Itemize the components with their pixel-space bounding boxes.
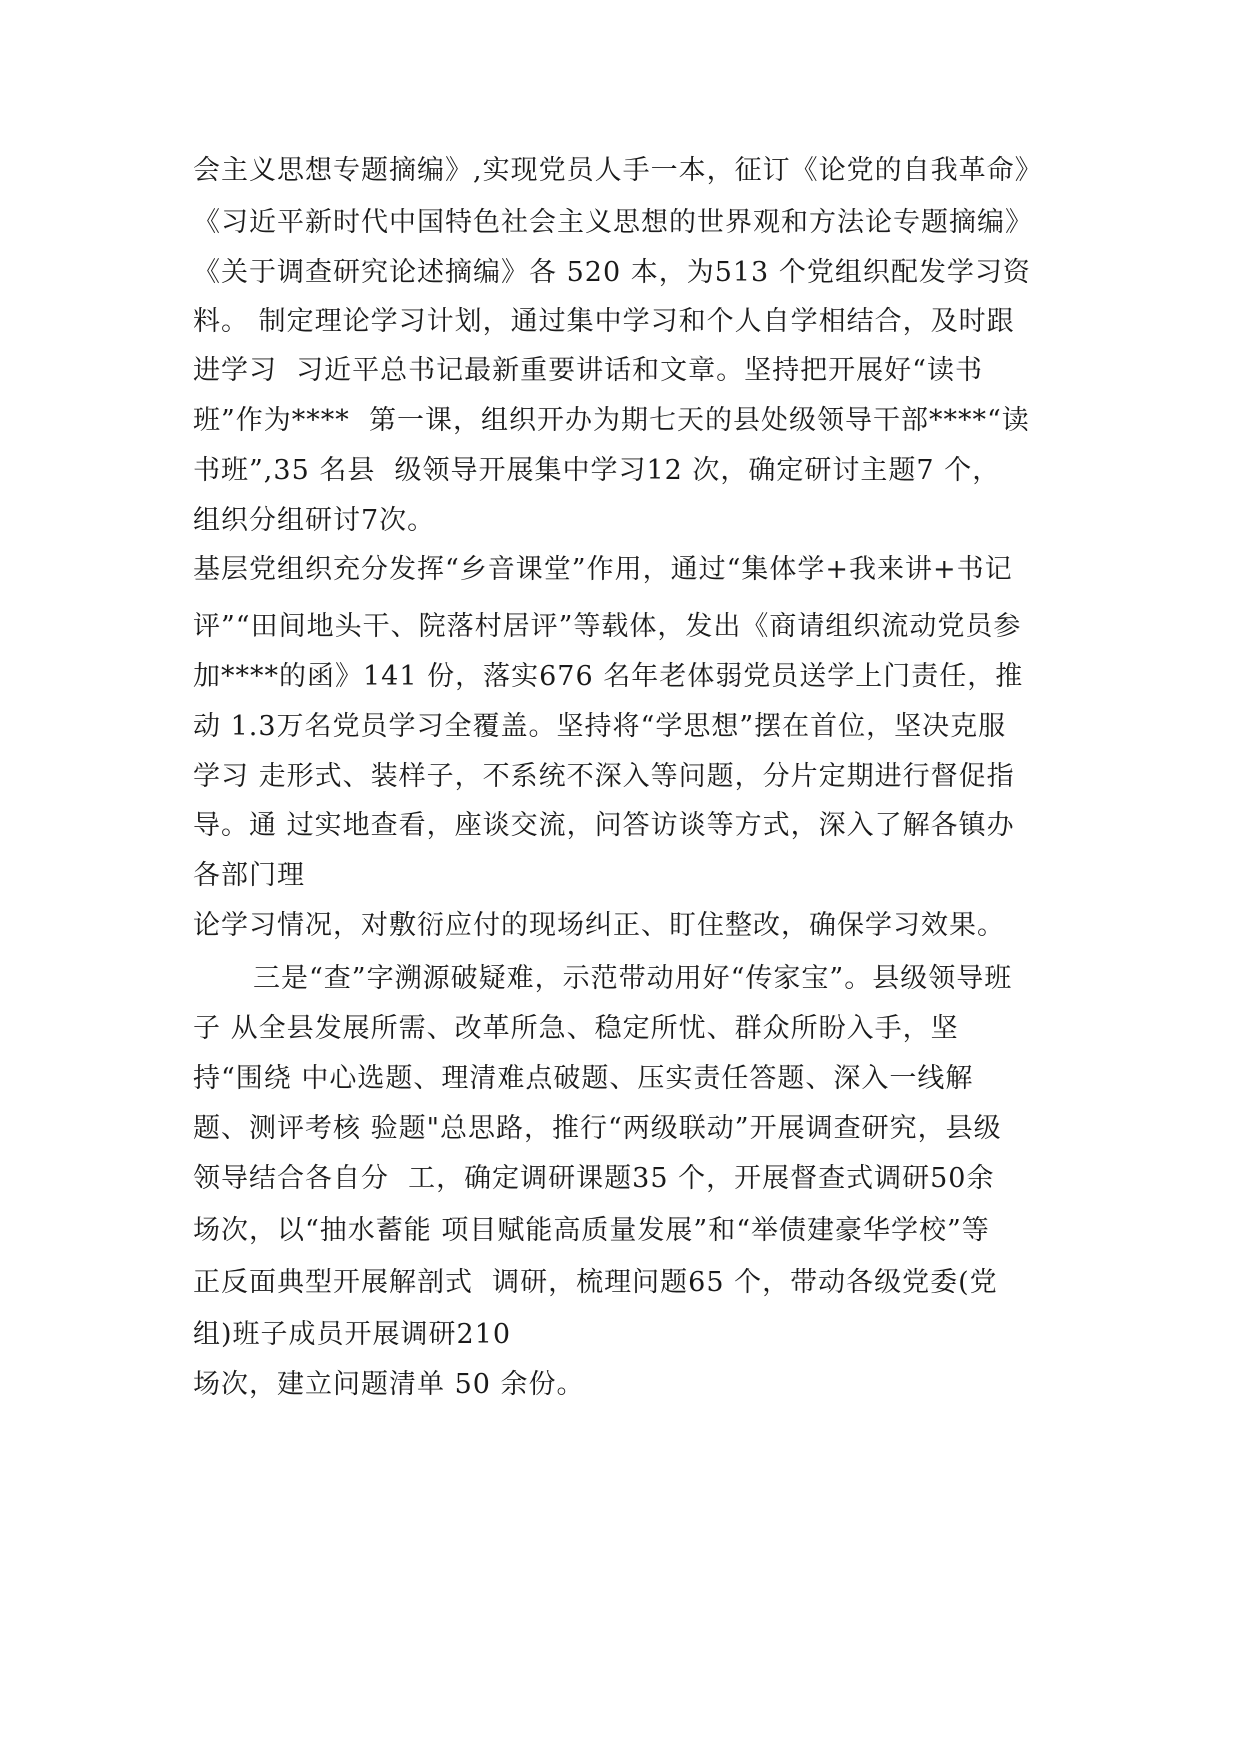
text-line: 评”“田间地头干、院落村居评”等载体，发出《商请组织流动党员参 [193, 611, 1022, 642]
text-line: 组)班子成员开展调研210 [193, 1319, 512, 1350]
text-line: 书班”,35 名县 级领导开展集中学习12 次，确定研讨主题7 个， [193, 455, 1001, 486]
text-line: 进学习 习近平总书记最新重要讲话和文章。坚持把开展好“读书 [193, 355, 983, 386]
text-line: 学习 走形式、装样子，不系统不深入等问题，分片定期进行督促指 [193, 761, 1015, 792]
text-line: 加****的函》141 份，落实676 名年老体弱党员送学上门责任，推 [193, 661, 1024, 692]
text-line: 子 从全县发展所需、改革所急、稳定所忧、群众所盼入手，坚 [193, 1013, 959, 1044]
text-line: 场次，以“抽水蓄能 项目赋能高质量发展”和“举债建豪华学校”等 [193, 1215, 990, 1246]
text-line: 《关于调查研究论述摘编》各 520 本，为513 个党组织配发学习资 [193, 257, 1031, 288]
text-line: 场次，建立问题清单 50 余份。 [193, 1369, 585, 1400]
text-line: 持“围绕 中心选题、理清难点破题、压实责任答题、深入一线解 [193, 1063, 974, 1094]
text-line: 《习近平新时代中国特色社会主义思想的世界观和方法论专题摘编》 [193, 207, 1033, 238]
text-line: 料。 制定理论学习计划，通过集中学习和个人自学相结合，及时跟 [193, 306, 1015, 337]
text-line: 班”作为**** 第一课，组织开办为期七天的县处级领导干部****“读 [193, 405, 1030, 436]
text-line: 导。通 过实地查看，座谈交流，问答访谈等方式，深入了解各镇办 [193, 810, 1015, 841]
text-line: 题、测评考核 验题"总思路，推行“两级联动”开展调查研究，县级 [193, 1113, 1002, 1144]
text-line: 领导结合各自分 工，确定调研课题35 个，开展督查式调研50余 [193, 1163, 995, 1194]
text-line: 基层党组织充分发挥“乡音课堂”作用，通过“集体学+我来讲+书记 [193, 554, 1013, 585]
text-line: 会主义思想专题摘编》,实现党员人手一本，征订《论党的自我革命》 [193, 155, 1043, 186]
text-line: 正反面典型开展解剖式 调研，梳理问题65 个，带动各级党委(党 [193, 1267, 998, 1298]
text-line: 动 1.3万名党员学习全覆盖。坚持将“学思想”摆在首位，坚决克服 [193, 711, 1007, 742]
text-line: 论学习情况，对敷衍应付的现场纠正、盯住整改，确保学习效果。 [193, 910, 1005, 941]
text-line: 三是“查”字溯源破疑难，示范带动用好“传家宝”。县级领导班 [253, 963, 1013, 994]
text-line: 各部门理 [193, 860, 305, 891]
text-line: 组织分组研讨7次。 [193, 505, 436, 536]
